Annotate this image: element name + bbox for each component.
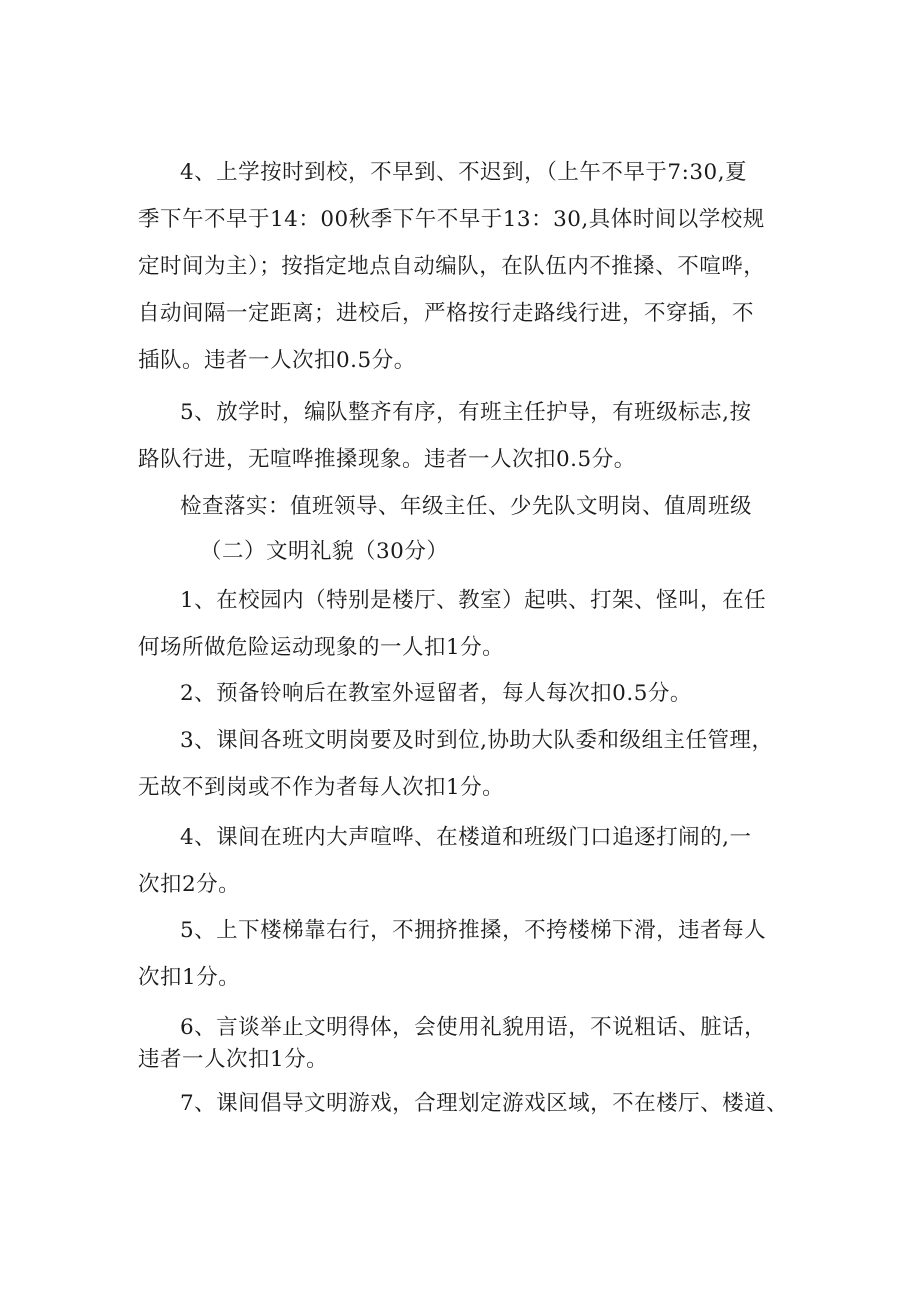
courtesy-rule-3-line-1: 3、课间各班文明岗要及时到位,协助大队委和级组主任管理， bbox=[180, 728, 774, 753]
section-heading: （二）文明礼貌（30分） bbox=[200, 539, 449, 564]
courtesy-rule-1-line-1: 1、在校园内（特别是楼厅、教室）起哄、打架、怪叫，在任 bbox=[180, 588, 767, 613]
rule-4-line-5: 插队。违者一人次扣0.5分。 bbox=[138, 348, 416, 373]
courtesy-rule-6-line-2: 违者一人次扣1分。 bbox=[138, 1047, 329, 1072]
rule-4-line-4: 自动间隔一定距离；进校后，严格按行走路线行进，不穿插，不 bbox=[138, 301, 755, 326]
courtesy-rule-4-line-2: 次扣2分。 bbox=[138, 872, 241, 897]
rule-5-line-2: 路队行进，无喧哗推搡现象。违者一人次扣0.5分。 bbox=[138, 447, 636, 472]
rule-4-line-2: 季下午不早于14：00秋季下午不早于13：30,具体时间以学校规 bbox=[138, 207, 765, 232]
courtesy-rule-5-line-2: 次扣1分。 bbox=[138, 965, 241, 990]
courtesy-rule-1-line-2: 何场所做危险运动现象的一人扣1分。 bbox=[138, 635, 505, 660]
courtesy-rule-6-line-1: 6、言谈举止文明得体，会使用礼貌用语，不说粗话、脏话， bbox=[180, 1015, 767, 1040]
courtesy-rule-4-line-1: 4、课间在班内大声喧哗、在楼道和班级门口追逐打闹的,一 bbox=[180, 825, 752, 850]
courtesy-rule-7-line-1: 7、课间倡导文明游戏，合理划定游戏区域，不在楼厅、楼道、 bbox=[180, 1091, 789, 1116]
courtesy-rule-3-line-2: 无故不到岗或不作为者每人次扣1分。 bbox=[138, 775, 505, 800]
rule-4-line-1: 4、上学按时到校，不早到、不迟到，（上午不早于7:30,夏 bbox=[180, 160, 748, 185]
courtesy-rule-5-line-1: 5、上下楼梯靠右行，不拥挤推搡，不挎楼梯下滑，违者每人 bbox=[180, 918, 767, 943]
rule-4-line-3: 定时间为主）；按指定地点自动编队，在队伍内不推搡、不喧哗， bbox=[138, 254, 766, 279]
rule-5-line-1: 5、放学时，编队整齐有序，有班主任护导，有班级标志,按 bbox=[180, 400, 752, 425]
courtesy-rule-2-line-1: 2、预备铃响后在教室外逗留者，每人每次扣0.5分。 bbox=[180, 681, 692, 706]
inspection-line: 检查落实：值班领导、年级主任、少先队文明岗、值周班级 bbox=[180, 494, 753, 519]
